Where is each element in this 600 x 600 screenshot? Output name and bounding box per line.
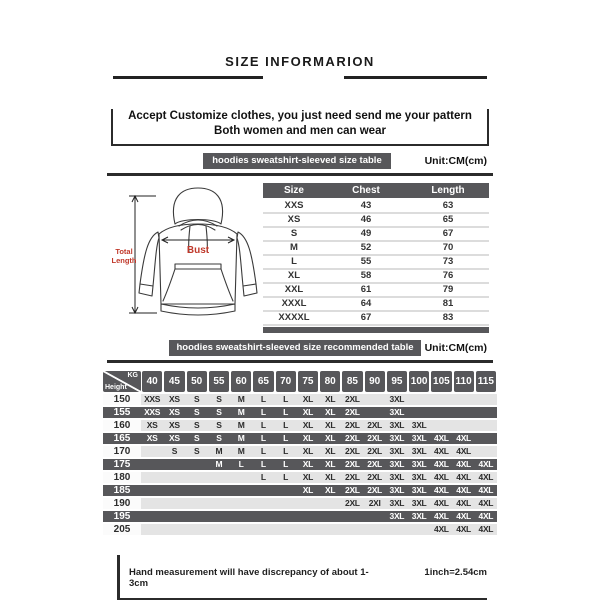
rec-size-cell: 2XI bbox=[364, 498, 386, 509]
weight-header-cell: 40 bbox=[142, 371, 162, 392]
rec-size-cell bbox=[341, 511, 363, 522]
rec-size-cell bbox=[341, 524, 363, 535]
height-label: 190 bbox=[103, 498, 141, 509]
title-divider bbox=[103, 76, 497, 79]
size-table-cell: 73 bbox=[442, 256, 454, 267]
rec-size-cell: XS bbox=[141, 433, 163, 444]
rec-size-cell: 4XL bbox=[453, 498, 475, 509]
rec-size-cell bbox=[475, 394, 497, 405]
total-length-label-2: Length bbox=[111, 256, 137, 265]
size-table-row bbox=[263, 200, 489, 214]
rec-size-cell: L bbox=[252, 459, 274, 470]
size-table-cell: 70 bbox=[442, 242, 454, 253]
rec-size-cell bbox=[230, 472, 252, 483]
size-table-row bbox=[263, 242, 489, 256]
height-label: 150 bbox=[103, 394, 141, 405]
height-label: 175 bbox=[103, 459, 141, 470]
weight-header-cell: 105 bbox=[431, 371, 451, 392]
section-divider-2 bbox=[107, 360, 493, 363]
size-table-cell: 67 bbox=[360, 312, 372, 323]
rec-size-cell: S bbox=[208, 433, 230, 444]
rec-size-cell: XL bbox=[297, 433, 319, 444]
rec-size-cell: 2XL bbox=[364, 485, 386, 496]
rec-size-cell: 4XL bbox=[475, 459, 497, 470]
recommended-table-title-bar: hoodies sweatshirt-sleeved size recommended table bbox=[169, 340, 421, 356]
rec-size-cell: XL bbox=[319, 472, 341, 483]
rec-size-cell: 3XL bbox=[408, 485, 430, 496]
rec-size-cell bbox=[163, 472, 185, 483]
rec-size-cell: 3XL bbox=[408, 420, 430, 431]
size-table-row bbox=[263, 228, 489, 242]
total-length-label: Total bbox=[115, 247, 133, 256]
rec-size-cell bbox=[208, 524, 230, 535]
rec-size-cell: 3XL bbox=[408, 472, 430, 483]
size-table-cell: M bbox=[290, 242, 298, 253]
rec-size-cell bbox=[319, 511, 341, 522]
rec-size-cell: 2XL bbox=[364, 420, 386, 431]
rec-size-cell bbox=[252, 485, 274, 496]
rec-size-cell: 4XL bbox=[475, 524, 497, 535]
weight-header-cell: 65 bbox=[253, 371, 273, 392]
rec-size-cell bbox=[364, 524, 386, 535]
rec-size-cell: 2XL bbox=[364, 433, 386, 444]
rec-size-cell bbox=[252, 498, 274, 509]
rec-size-cell: M bbox=[208, 446, 230, 457]
measurement-note: Hand measurement will have discrepancy of about 1-3cm bbox=[129, 567, 369, 589]
rec-size-cell: 3XL bbox=[386, 472, 408, 483]
rec-table-row bbox=[103, 394, 497, 405]
rec-size-cell: 4XL bbox=[430, 524, 452, 535]
rec-size-cell bbox=[453, 394, 475, 405]
rec-size-cell: L bbox=[252, 472, 274, 483]
rec-weight-header bbox=[103, 371, 497, 392]
rec-size-cell bbox=[163, 459, 185, 470]
rec-size-cell: 4XL bbox=[475, 498, 497, 509]
rec-size-cell bbox=[141, 524, 163, 535]
rec-size-cell: 4XL bbox=[430, 498, 452, 509]
rec-size-cell: 4XL bbox=[453, 524, 475, 535]
rec-size-cell bbox=[186, 511, 208, 522]
weight-header-cell: 85 bbox=[342, 371, 362, 392]
rec-size-cell: 3XL bbox=[386, 459, 408, 470]
rec-size-cell: 4XL bbox=[475, 485, 497, 496]
size-table-title-bar: hoodies sweatshirt-sleeved size table bbox=[203, 153, 391, 169]
rec-size-cell bbox=[453, 407, 475, 418]
rec-size-cell bbox=[252, 511, 274, 522]
rec-table-row bbox=[103, 407, 497, 418]
rec-size-cell: S bbox=[163, 446, 185, 457]
rec-size-cell bbox=[408, 407, 430, 418]
rec-size-cell: XL bbox=[297, 394, 319, 405]
rec-size-cell: XS bbox=[141, 420, 163, 431]
rec-size-cell: XL bbox=[319, 394, 341, 405]
size-column-header: Length bbox=[431, 185, 465, 196]
rec-size-cell bbox=[208, 472, 230, 483]
rec-size-cell bbox=[386, 524, 408, 535]
rec-size-cell: 4XL bbox=[453, 511, 475, 522]
notice-line1: Accept Customize clothes, you just need send me your pattern bbox=[128, 110, 472, 122]
rec-size-cell: 2XL bbox=[364, 459, 386, 470]
weight-header-cell: 110 bbox=[454, 371, 474, 392]
unit-label-1: Unit:CM(cm) bbox=[424, 155, 487, 167]
rec-size-cell: 3XL bbox=[408, 433, 430, 444]
weight-header-cell: 100 bbox=[409, 371, 429, 392]
rec-size-cell: XS bbox=[163, 394, 185, 405]
rec-size-cell: 2XL bbox=[341, 420, 363, 431]
height-label: 155 bbox=[103, 407, 141, 418]
rec-size-cell bbox=[186, 524, 208, 535]
weight-header-cell: 45 bbox=[164, 371, 184, 392]
rec-size-cell: XL bbox=[297, 459, 319, 470]
rec-size-cell bbox=[230, 511, 252, 522]
rec-size-cell bbox=[475, 407, 497, 418]
rec-table-row bbox=[103, 420, 497, 431]
rec-size-cell: 3XL bbox=[386, 485, 408, 496]
rec-size-cell bbox=[319, 524, 341, 535]
rec-table-row bbox=[103, 433, 497, 444]
weight-header-cell: 55 bbox=[209, 371, 229, 392]
unit-label-2: Unit:CM(cm) bbox=[424, 342, 487, 354]
rec-size-cell: 3XL bbox=[386, 446, 408, 457]
size-table-cell: 81 bbox=[442, 298, 454, 309]
size-table-row bbox=[263, 256, 489, 270]
size-table-cell: XS bbox=[287, 214, 301, 225]
weight-header-cell: 75 bbox=[298, 371, 318, 392]
recommended-table-title-row bbox=[103, 340, 497, 356]
size-table-cell: 67 bbox=[442, 228, 454, 239]
size-table-cell: XXL bbox=[284, 284, 304, 295]
rec-size-cell bbox=[141, 498, 163, 509]
rec-table-row bbox=[103, 472, 497, 483]
rec-size-cell bbox=[408, 524, 430, 535]
rec-size-cell: XL bbox=[319, 420, 341, 431]
rec-size-cell bbox=[230, 498, 252, 509]
rec-size-cell: M bbox=[230, 420, 252, 431]
size-column-header: Size bbox=[283, 185, 304, 196]
rec-size-cell: S bbox=[186, 394, 208, 405]
rec-size-cell: 3XL bbox=[386, 394, 408, 405]
rec-size-cell bbox=[475, 446, 497, 457]
rec-size-cell bbox=[364, 394, 386, 405]
rec-size-cell: S bbox=[186, 433, 208, 444]
rec-size-cell: M bbox=[230, 394, 252, 405]
footer-note bbox=[117, 555, 487, 600]
rec-size-cell bbox=[319, 498, 341, 509]
rec-size-cell: 3XL bbox=[386, 420, 408, 431]
divider-segment-left bbox=[113, 76, 263, 79]
size-table-cell: 63 bbox=[442, 200, 454, 211]
rec-size-cell bbox=[141, 485, 163, 496]
rec-size-cell bbox=[297, 498, 319, 509]
inch-conversion: 1inch=2.54cm bbox=[424, 567, 487, 578]
size-table-row bbox=[263, 214, 489, 228]
rec-size-cell bbox=[252, 524, 274, 535]
rec-size-cell bbox=[186, 485, 208, 496]
size-table-cell: 58 bbox=[360, 270, 372, 281]
section-divider-1 bbox=[107, 173, 493, 176]
rec-size-cell bbox=[297, 511, 319, 522]
notice-line2: Both women and men can wear bbox=[214, 125, 386, 137]
rec-size-cell: XL bbox=[297, 485, 319, 496]
height-label: 185 bbox=[103, 485, 141, 496]
rec-size-cell bbox=[230, 485, 252, 496]
size-table-cell: XXXXL bbox=[278, 312, 310, 323]
size-table-cell: 61 bbox=[360, 284, 372, 295]
rec-size-cell bbox=[186, 459, 208, 470]
size-table-title-row bbox=[103, 153, 497, 169]
rec-size-cell: 4XL bbox=[453, 485, 475, 496]
rec-size-cell: L bbox=[252, 394, 274, 405]
rec-size-cell: L bbox=[275, 472, 297, 483]
rec-size-cell: XL bbox=[297, 407, 319, 418]
rec-size-cell: 4XL bbox=[430, 485, 452, 496]
rec-size-cell bbox=[163, 524, 185, 535]
rec-table-row bbox=[103, 485, 497, 496]
rec-size-cell: S bbox=[208, 407, 230, 418]
rec-size-cell: 2XL bbox=[341, 433, 363, 444]
rec-size-cell bbox=[208, 498, 230, 509]
rec-size-cell: 2XL bbox=[341, 498, 363, 509]
rec-size-cell bbox=[275, 524, 297, 535]
rec-size-cell: M bbox=[208, 459, 230, 470]
rec-size-cell bbox=[275, 485, 297, 496]
rec-size-cell bbox=[141, 472, 163, 483]
rec-size-cell: L bbox=[275, 446, 297, 457]
size-table-row bbox=[263, 298, 489, 312]
rec-size-cell: XL bbox=[297, 472, 319, 483]
size-table-cell: 52 bbox=[360, 242, 372, 253]
rec-size-cell: L bbox=[275, 433, 297, 444]
rec-size-cell bbox=[475, 420, 497, 431]
rec-size-cell bbox=[163, 511, 185, 522]
size-table-body bbox=[263, 200, 489, 326]
height-label: 195 bbox=[103, 511, 141, 522]
rec-size-cell: L bbox=[275, 459, 297, 470]
rec-size-cell: XL bbox=[297, 446, 319, 457]
rec-size-cell bbox=[230, 524, 252, 535]
rec-size-cell bbox=[208, 511, 230, 522]
rec-size-cell: 3XL bbox=[386, 407, 408, 418]
rec-size-cell bbox=[141, 511, 163, 522]
bust-label: Bust bbox=[186, 245, 210, 256]
rec-size-cell: XL bbox=[319, 407, 341, 418]
rec-size-cell bbox=[141, 446, 163, 457]
size-table-cell: 76 bbox=[442, 270, 454, 281]
height-label: 205 bbox=[103, 524, 141, 535]
rec-size-cell: XL bbox=[319, 433, 341, 444]
rec-size-cell: 2XL bbox=[341, 394, 363, 405]
rec-table-row bbox=[103, 498, 497, 509]
size-table-cell: XL bbox=[287, 270, 301, 281]
rec-table-row bbox=[103, 524, 497, 535]
rec-size-cell: S bbox=[208, 420, 230, 431]
rec-size-cell: 4XL bbox=[453, 446, 475, 457]
weight-header-cell: 70 bbox=[276, 371, 296, 392]
size-table-cell: L bbox=[291, 256, 297, 267]
weight-header-cell: 60 bbox=[231, 371, 251, 392]
weight-header-cell: 95 bbox=[387, 371, 407, 392]
rec-size-cell: XL bbox=[319, 446, 341, 457]
rec-size-cell: XXS bbox=[141, 407, 163, 418]
measurement-section bbox=[103, 178, 497, 333]
height-label: 170 bbox=[103, 446, 141, 457]
size-table-row bbox=[263, 270, 489, 284]
rec-size-cell: XL bbox=[319, 485, 341, 496]
rec-size-cell: S bbox=[208, 394, 230, 405]
rec-size-cell: 4XL bbox=[430, 459, 452, 470]
rec-size-cell: XL bbox=[297, 420, 319, 431]
size-table-cell: 49 bbox=[360, 228, 372, 239]
rec-size-cell: 4XL bbox=[430, 511, 452, 522]
size-table-cell: 83 bbox=[442, 312, 454, 323]
rec-size-cell bbox=[208, 485, 230, 496]
size-table-cell: 65 bbox=[442, 214, 454, 225]
divider-segment-right bbox=[344, 76, 487, 79]
size-table-cell: XXS bbox=[284, 200, 304, 211]
height-label: 180 bbox=[103, 472, 141, 483]
recommended-size-table bbox=[103, 371, 497, 535]
rec-size-cell: L bbox=[275, 394, 297, 405]
rec-size-cell: 4XL bbox=[453, 433, 475, 444]
rec-size-cell bbox=[408, 394, 430, 405]
rec-size-cell: 2XL bbox=[341, 485, 363, 496]
size-table-cell: 46 bbox=[360, 214, 372, 225]
weight-header-cell: 50 bbox=[187, 371, 207, 392]
size-table-bottom-bar bbox=[263, 327, 489, 333]
size-table-cell: 79 bbox=[442, 284, 454, 295]
rec-size-cell bbox=[163, 485, 185, 496]
rec-size-cell: 3XL bbox=[386, 433, 408, 444]
rec-size-cell: L bbox=[252, 407, 274, 418]
rec-size-cell: L bbox=[252, 446, 274, 457]
rec-size-cell: 2XL bbox=[341, 472, 363, 483]
rec-size-cell: XS bbox=[163, 407, 185, 418]
rec-size-cell: 4XL bbox=[475, 511, 497, 522]
size-table-row bbox=[263, 284, 489, 298]
rec-size-cell: 3XL bbox=[386, 511, 408, 522]
rec-size-cell: M bbox=[230, 433, 252, 444]
height-label: 165 bbox=[103, 433, 141, 444]
rec-table-body bbox=[103, 394, 497, 535]
rec-size-cell: 3XL bbox=[408, 459, 430, 470]
rec-size-cell: M bbox=[230, 407, 252, 418]
size-table-cell: XXXL bbox=[281, 298, 307, 309]
hoodie-diagram bbox=[109, 180, 261, 326]
rec-table-row bbox=[103, 446, 497, 457]
rec-size-cell: M bbox=[230, 446, 252, 457]
rec-size-cell bbox=[186, 472, 208, 483]
rec-size-cell: 4XL bbox=[430, 433, 452, 444]
rec-size-cell: 2XL bbox=[364, 446, 386, 457]
weight-header-cell: 115 bbox=[476, 371, 496, 392]
rec-size-cell bbox=[141, 459, 163, 470]
rec-size-cell bbox=[275, 511, 297, 522]
rec-size-cell bbox=[453, 420, 475, 431]
weight-header-cell: 80 bbox=[320, 371, 340, 392]
rec-size-cell: 4XL bbox=[453, 472, 475, 483]
size-table bbox=[263, 183, 489, 333]
rec-size-cell: XS bbox=[163, 420, 185, 431]
rec-size-cell: L bbox=[252, 420, 274, 431]
rec-size-cell: 2XL bbox=[364, 472, 386, 483]
rec-size-cell bbox=[364, 407, 386, 418]
rec-size-cell: L bbox=[275, 420, 297, 431]
rec-size-cell: 2XL bbox=[341, 407, 363, 418]
size-table-cell: 64 bbox=[360, 298, 372, 309]
rec-size-cell bbox=[297, 524, 319, 535]
rec-size-cell: 2XL bbox=[341, 459, 363, 470]
rec-size-cell: S bbox=[186, 446, 208, 457]
rec-size-cell: 3XL bbox=[408, 498, 430, 509]
rec-size-cell: 4XL bbox=[430, 446, 452, 457]
rec-size-cell bbox=[364, 511, 386, 522]
rec-table-row bbox=[103, 459, 497, 470]
rec-size-cell: 2XL bbox=[341, 446, 363, 457]
size-table-cell: 55 bbox=[360, 256, 372, 267]
size-table-cell: 43 bbox=[360, 200, 372, 211]
kg-axis-label: KG bbox=[127, 372, 138, 379]
weight-header-cell: 90 bbox=[365, 371, 385, 392]
rec-size-cell: 3XL bbox=[408, 511, 430, 522]
rec-size-cell: 4XL bbox=[453, 459, 475, 470]
rec-size-cell: L bbox=[230, 459, 252, 470]
rec-size-cell bbox=[430, 394, 452, 405]
page-title: SIZE INFORMARION bbox=[225, 54, 375, 69]
rec-size-cell bbox=[275, 498, 297, 509]
height-axis-label: Height bbox=[105, 384, 127, 391]
rec-size-cell: 3XL bbox=[408, 446, 430, 457]
size-column-header: Chest bbox=[352, 185, 380, 196]
size-table-row bbox=[263, 312, 489, 326]
rec-size-cell bbox=[430, 420, 452, 431]
rec-size-cell bbox=[430, 407, 452, 418]
rec-size-cell: S bbox=[186, 407, 208, 418]
height-label: 160 bbox=[103, 420, 141, 431]
rec-size-cell bbox=[186, 498, 208, 509]
rec-size-cell: 4XL bbox=[430, 472, 452, 483]
rec-size-cell: XL bbox=[319, 459, 341, 470]
rec-table-row bbox=[103, 511, 497, 522]
rec-size-cell: L bbox=[252, 433, 274, 444]
rec-size-cell: 4XL bbox=[475, 472, 497, 483]
rec-size-cell: L bbox=[275, 407, 297, 418]
rec-size-cell bbox=[475, 433, 497, 444]
notice-box bbox=[111, 109, 489, 146]
rec-size-cell: 3XL bbox=[386, 498, 408, 509]
rec-size-cell bbox=[163, 498, 185, 509]
rec-size-cell: XS bbox=[163, 433, 185, 444]
corner-cell bbox=[103, 371, 141, 392]
size-table-cell: S bbox=[290, 228, 298, 239]
size-table-header-row bbox=[263, 183, 489, 198]
rec-size-cell: S bbox=[186, 420, 208, 431]
rec-size-cell: XXS bbox=[141, 394, 163, 405]
